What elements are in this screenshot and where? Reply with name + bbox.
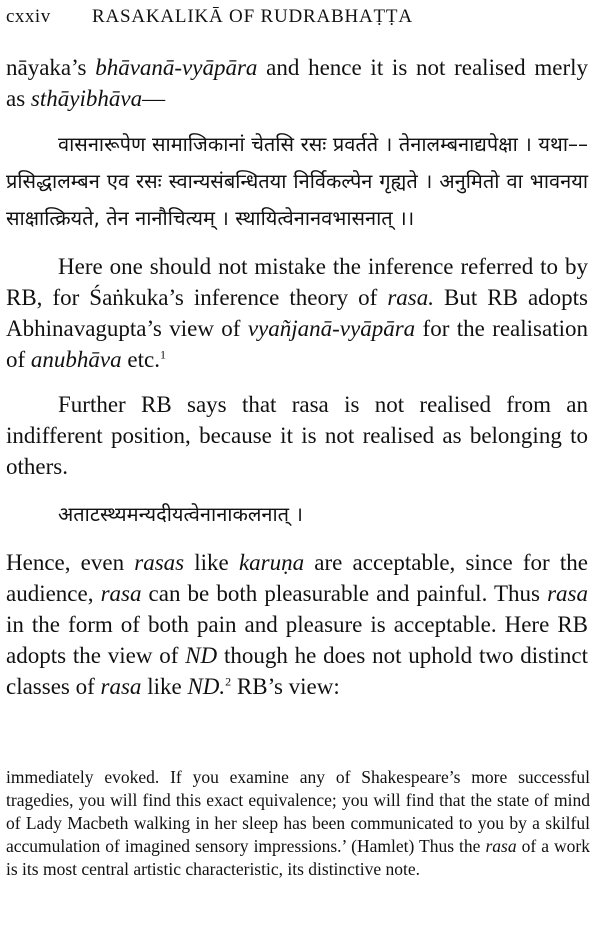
italic-term: rasa bbox=[100, 581, 142, 606]
footnote-ref: 2 bbox=[225, 674, 232, 689]
sanskrit-quote-2: अताटस्थ्यमन्यदीयत्वेनानाकलनात् । bbox=[58, 502, 304, 526]
text-run: and hence it is not realised merly as bbox=[6, 55, 588, 111]
text-run: like bbox=[184, 550, 239, 575]
text-run: are acceptable, since for the audience, bbox=[6, 550, 588, 606]
text-run: in the form of both pain and pleasure is acceptable. Here RB adopts the view of bbox=[6, 612, 588, 668]
italic-term: bhāvanā-vyāpāra bbox=[95, 55, 258, 80]
text-run: Further RB says that rasa is not realised from an indifferent position, because it is not realised as belonging to others. bbox=[6, 392, 588, 479]
footnote-ref: 1 bbox=[159, 347, 166, 362]
italic-term: karuṇa bbox=[238, 550, 305, 575]
text-run: though he does not uphold two distinct classes of bbox=[6, 643, 588, 699]
italic-term: rasa bbox=[485, 836, 517, 856]
text-run: immediately evoked. If you examine any of Shakespeare’s more successful tragedies, you will find this exact equivalence; you will find that the state of mind of Lady Macbeth walking in her sleep has been communicated to you by a skilful accumulation of imagined sensory impressions.’ (Hamlet) Thus the bbox=[6, 767, 590, 856]
text-run: But RB adopts Abhinavagupta’s view of bbox=[6, 285, 588, 341]
text-run: nāyaka’s bbox=[6, 55, 96, 80]
italic-term: rasa bbox=[547, 581, 588, 606]
italic-term: rasa. bbox=[387, 285, 434, 310]
italic-term: ND bbox=[185, 643, 218, 668]
text-run: of a work is its most central artistic characteristic, its distinctive note. bbox=[6, 836, 590, 879]
italic-term: rasa bbox=[100, 674, 142, 699]
italic-term: sthāyibhāva bbox=[30, 86, 143, 111]
paragraph-inference bbox=[6, 251, 588, 375]
footnote bbox=[6, 766, 590, 881]
text-run: — bbox=[142, 86, 166, 111]
text-run: for the realisation of bbox=[6, 316, 588, 372]
text-run: Here one should not mistake the inference referred to by RB, for Śaṅkuka’s inference theory of bbox=[6, 254, 588, 310]
text-run: like bbox=[141, 674, 188, 699]
running-head bbox=[6, 6, 590, 34]
paragraph-karuna bbox=[6, 547, 588, 702]
text-run: RB’s view: bbox=[231, 674, 340, 699]
italic-term: rasas bbox=[134, 550, 185, 575]
text-run: Hence, even bbox=[6, 550, 135, 575]
main-text bbox=[6, 52, 588, 702]
paragraph-position bbox=[6, 389, 588, 482]
text-run: can be both pleasurable and painful. Thus bbox=[141, 581, 548, 606]
italic-term: anubhāva bbox=[30, 347, 122, 372]
page-number: cxxiv bbox=[6, 6, 51, 27]
sanskrit-quote-1: वासनारूपेण सामाजिकानां चेतसि रसः प्रवर्तते । तेनालम्बनाद्यपेक्षा । यथा––प्रसिद्धालम्बन एव रसः स्वान्यसंबन्धितया निर्विकल्पेन गृह्यते । अनुमितो वा भावनया साक्षात्क्रियते, तेन नानौचित्यम् । स्थायित्वेनानवभासनात् ।। bbox=[6, 132, 588, 230]
text-run: etc. bbox=[121, 347, 160, 372]
italic-term: ND. bbox=[187, 674, 226, 699]
paragraph-intro bbox=[6, 52, 588, 114]
italic-term: vyañjanā-vyāpāra bbox=[247, 316, 416, 341]
running-title: RASAKALIKĀ OF RUDRABHAṬṬA bbox=[92, 6, 413, 27]
